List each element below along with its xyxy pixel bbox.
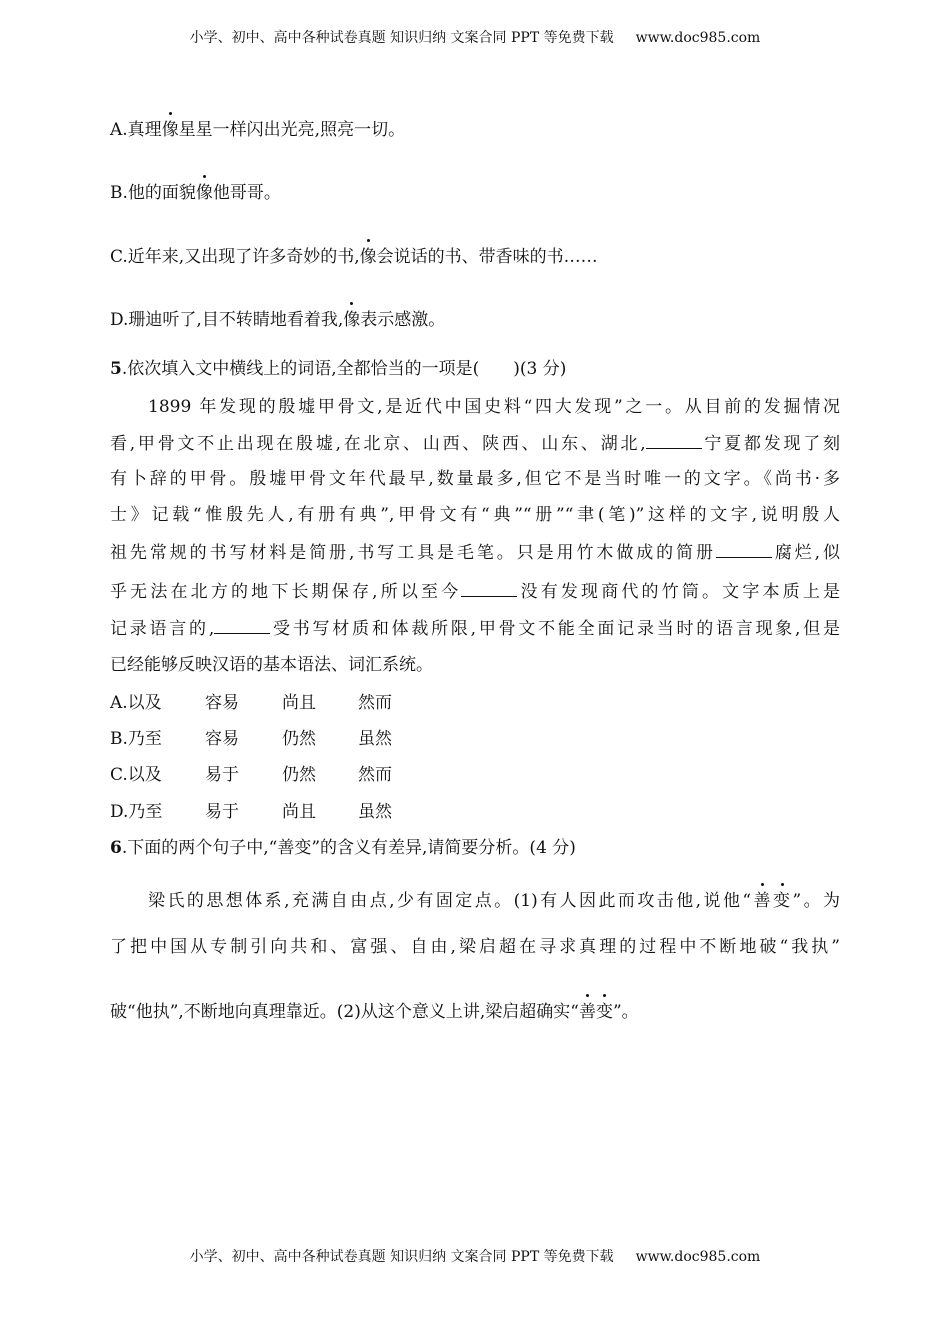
option-word: 尚且 bbox=[282, 693, 316, 713]
fill-blank bbox=[214, 617, 270, 634]
passage-text: 有卜辞的甲骨。殷墟甲骨文年代最早,数量最多,但它不是当时唯一的文字。《尚书·多 bbox=[110, 469, 840, 489]
option-label: B.乃至 bbox=[110, 729, 162, 749]
passage-text: 记录语言的, bbox=[110, 619, 215, 639]
passage-text: 宁夏都发现了刻 bbox=[701, 434, 840, 454]
emphasis-char: 善 bbox=[751, 891, 773, 911]
option-word: 易于 bbox=[205, 765, 239, 785]
q6-text: ”。为 bbox=[792, 891, 841, 911]
option-word: 仍然 bbox=[282, 765, 316, 785]
passage-text: 腐烂,似 bbox=[771, 543, 841, 563]
passage-text: 没有发现商代的竹筒。文字本质上是 bbox=[517, 582, 841, 602]
question-number: 5 bbox=[110, 359, 122, 379]
passage-line bbox=[110, 504, 840, 526]
footer-url: www.doc985.com bbox=[635, 1249, 761, 1265]
option-word: 易于 bbox=[205, 802, 239, 822]
option-text: 他哥哥。 bbox=[212, 183, 281, 203]
option-text: 星星一样闪出光亮,照亮一切。 bbox=[178, 120, 406, 140]
option-word: 然而 bbox=[358, 693, 392, 713]
q6-text: ”。 bbox=[612, 1002, 639, 1022]
option-text: C.近年来,又出现了许多奇妙的书, bbox=[110, 247, 360, 267]
q4-option-a bbox=[110, 119, 405, 141]
header-url: www.doc985.com bbox=[635, 30, 761, 46]
q4-option-b bbox=[110, 182, 281, 204]
option-text: B.他的面貌 bbox=[110, 183, 196, 203]
option-label: C.以及 bbox=[110, 765, 162, 785]
option-text: 会说话的书、带香味的书…… bbox=[376, 247, 598, 267]
fill-blank bbox=[646, 432, 702, 449]
option-label: A.以及 bbox=[110, 693, 162, 713]
passage-text: 看,甲骨文不止出现在殷墟,在北京、山西、陕西、山东、湖北, bbox=[110, 434, 646, 454]
passage-text: 1899 年发现的殷墟甲骨文,是近代中国史料“四大发现”之一。从目前的发掘情况 bbox=[148, 397, 840, 417]
option-text: 表示感激。 bbox=[360, 310, 446, 330]
passage-text: 已经能够反映汉语的基本语法、词汇系统。 bbox=[110, 655, 433, 675]
question-text: .下面的两个句子中,“善变”的含义有差异,请简要分析。(4 分) bbox=[121, 838, 576, 858]
passage-text: 祖先常规的书写材料是简册,书写工具是毛笔。只是用竹木做成的简册 bbox=[110, 543, 716, 563]
option-word: 容易 bbox=[205, 693, 239, 713]
passage-text: 乎无法在北方的地下长期保存,所以至今 bbox=[110, 582, 462, 602]
header-text: 小学、初中、高中各种试卷真题 知识归纳 文案合同 PPT 等免费下载 bbox=[189, 30, 614, 46]
passage-line bbox=[110, 432, 840, 455]
emphasis-char: 变 bbox=[595, 1002, 613, 1022]
q5-stem bbox=[110, 358, 566, 380]
emphasis-char: 像 bbox=[161, 120, 179, 140]
emphasis-char: 像 bbox=[359, 247, 377, 267]
option-text: D.珊迪听了,目不转睛地看着我, bbox=[110, 310, 344, 330]
option-word: 仍然 bbox=[282, 729, 316, 749]
q4-option-c bbox=[110, 246, 598, 268]
option-text: A.真理 bbox=[110, 120, 162, 140]
q4-option-d bbox=[110, 309, 445, 331]
page-footer bbox=[0, 1247, 950, 1267]
page-header bbox=[0, 28, 950, 48]
option-word: 然而 bbox=[358, 765, 392, 785]
emphasis-char: 善 bbox=[578, 1002, 596, 1022]
passage-line bbox=[110, 541, 840, 564]
q6-text: 梁氏的思想体系,充满自由点,少有固定点。(1)有人因此而攻击他,说他“ bbox=[148, 891, 752, 911]
passage-line bbox=[110, 468, 840, 490]
option-word: 尚且 bbox=[282, 802, 316, 822]
question-number: 6 bbox=[110, 838, 122, 858]
passage-line bbox=[110, 654, 433, 676]
q5-option-b bbox=[110, 728, 392, 750]
option-label: D.乃至 bbox=[110, 802, 163, 822]
question-text: .依次填入文中横线上的词语,全都恰当的一项是( )(3 分) bbox=[121, 359, 567, 379]
option-word: 虽然 bbox=[358, 802, 392, 822]
passage-text: 受书写材质和体裁所限,甲骨文不能全面记录当时的语言现象,但是 bbox=[270, 619, 840, 639]
emphasis-char: 变 bbox=[772, 891, 793, 911]
option-word: 容易 bbox=[205, 729, 239, 749]
passage-line bbox=[148, 396, 840, 418]
q5-option-d bbox=[110, 801, 392, 823]
passage-line bbox=[110, 617, 840, 640]
q5-option-c bbox=[110, 764, 392, 786]
footer-text: 小学、初中、高中各种试卷真题 知识归纳 文案合同 PPT 等免费下载 bbox=[189, 1249, 614, 1265]
passage-text: 士》记载“惟殷先人,有册有典”,甲骨文有“典”“册”“聿(笔)”这样的文字,说明殷人 bbox=[110, 505, 840, 525]
emphasis-char: 像 bbox=[343, 310, 361, 330]
q6-text: 破“他执”,不断地向真理靠近。(2)从这个意义上讲,梁启超确实“ bbox=[110, 1002, 579, 1022]
passage-line bbox=[110, 580, 840, 603]
option-word: 虽然 bbox=[358, 729, 392, 749]
q6-stem bbox=[110, 837, 576, 859]
emphasis-char: 像 bbox=[195, 183, 213, 203]
fill-blank bbox=[461, 580, 517, 597]
q6-line bbox=[110, 936, 840, 958]
q6-line bbox=[110, 1001, 639, 1023]
q6-line bbox=[148, 890, 840, 912]
q6-text: 了把中国从专制引向共和、富强、自由,梁启超在寻求真理的过程中不断地破“我执” bbox=[110, 937, 840, 957]
q5-option-a bbox=[110, 692, 392, 714]
fill-blank bbox=[716, 541, 772, 558]
